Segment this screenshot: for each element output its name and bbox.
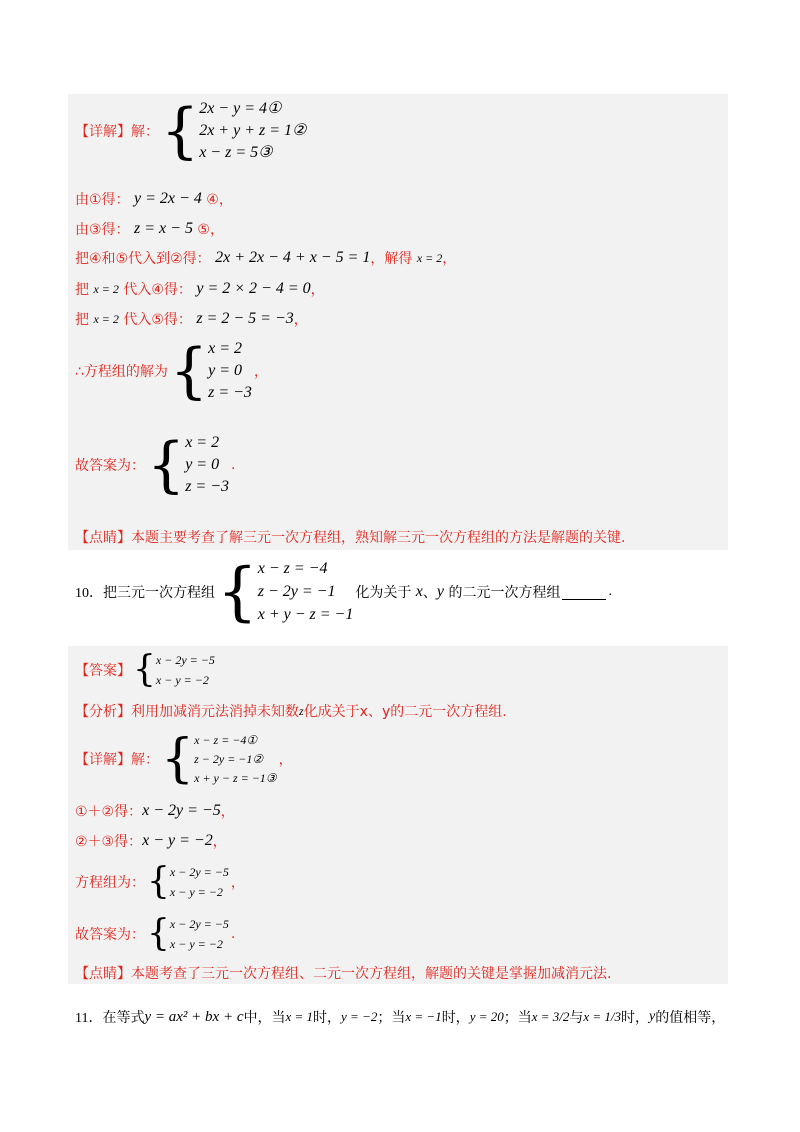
q10-step-1: ①＋②得： x − 2y = −5 ， <box>75 802 235 820</box>
q9-step-1: 由①得： y = 2x − 4 ④， <box>75 190 233 208</box>
q10-answer: 【答案】 { x − 2y = −5 x − y = −2 <box>75 649 215 690</box>
answer-blank[interactable] <box>562 585 606 600</box>
question-11: 11．在等式 y = ax² + bx + c 中，当 x = 1 时， y = −2 ；当 x = −1 时， y = 20 ；当 x = 3/2 与 x = 1/3 时， y 的值相等， <box>75 1008 726 1026</box>
question-10: 10．把三元一次方程组 { x − z = −4 z − 2y = −1 x + y − z = −1 化为关于 x 、 y 的二元一次方程组 . <box>75 555 612 629</box>
q9-step-3: 把④和⑤代入到②得： 2x + 2x − 4 + x − 5 = 1 ，解得 x = 2 ， <box>75 249 457 267</box>
q10-detail-line: 【详解】解： { x − z = −4① z − 2y = −1② x + y − z = −1③ ， <box>75 729 293 789</box>
q9-comment: 【点睛】本题主要考查了解三元一次方程组，熟知解三元一次方程组的方法是解题的关键. <box>75 530 626 546</box>
q10-final-answer: 故答案为： { x − 2y = −5 x − y = −2 . <box>75 913 236 954</box>
q10-system: 方程组为： { x − 2y = −5 x − y = −2 ， <box>75 861 245 902</box>
q9-answer: 故答案为： { x = 2 y = 0 z = −3 . <box>75 430 236 500</box>
q9-solution: ∴方程组的解为 { x = 2 y = 0 z = −3 ， <box>75 336 268 406</box>
q9-detail-line: 【详解】解： { 2x − y = 4① 2x + y + z = 1② x − z = 5③ <box>75 96 307 166</box>
q10-step-2: ②＋③得： x − y = −2 ， <box>75 832 227 850</box>
q9-step-4: 把 x = 2 代入④得： y = 2 × 2 − 4 = 0 ， <box>75 280 325 298</box>
q9-step-2: 由③得： z = x − 5 ⑤， <box>75 220 224 238</box>
q9-step-5: 把 x = 2 代入⑤得： z = 2 − 5 = −3 ， <box>75 310 308 328</box>
q10-comment: 【点睛】本题考查了三元一次方程组、二元一次方程组，解题的关键是掌握加减消元法. <box>75 966 612 982</box>
q9-system: { 2x − y = 4① 2x + y + z = 1② x − z = 5③ <box>161 96 307 166</box>
q10-analysis: 【分析】利用加减消元法消掉未知数 z 化成关于x、y的二元一次方程组. <box>75 703 507 720</box>
